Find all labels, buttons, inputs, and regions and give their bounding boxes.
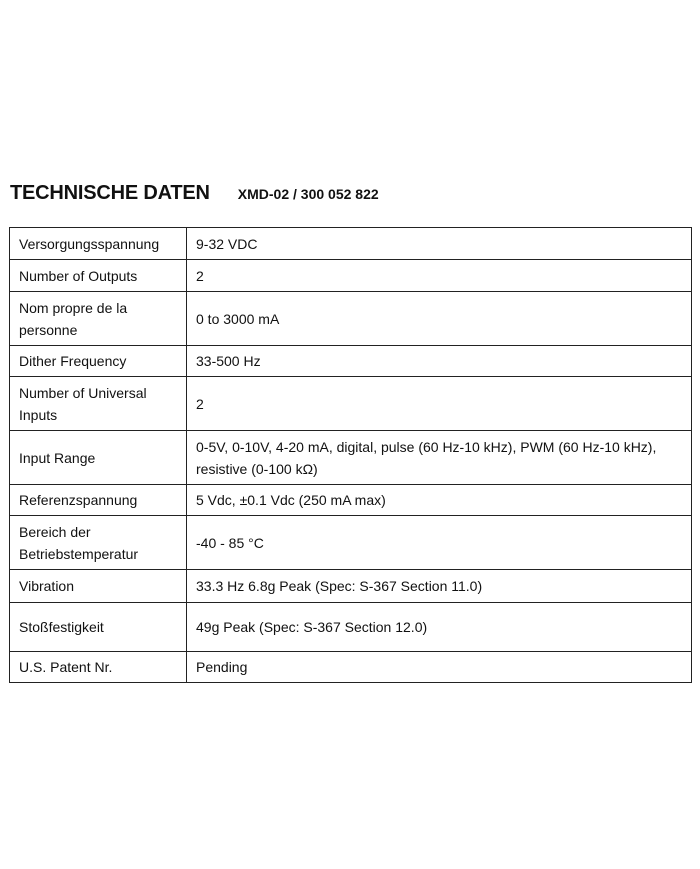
model-number: XMD-02 / 300 052 822: [237, 186, 379, 202]
spec-value: Pending: [187, 652, 692, 683]
spec-value: 33-500 Hz: [187, 346, 692, 377]
table-row: [10, 652, 692, 683]
table-row: [10, 603, 692, 652]
table-row: [10, 485, 692, 516]
spec-label: Referenzspannung: [10, 485, 187, 516]
spec-label: Number of Universal Inputs: [10, 377, 187, 431]
spec-value: 0 to 3000 mA: [187, 292, 692, 346]
spec-value: 9-32 VDC: [187, 228, 692, 260]
spec-label: Vibration: [10, 570, 187, 603]
spec-value: 33.3 Hz 6.8g Peak (Spec: S-367 Section 11.0): [187, 570, 692, 603]
spec-value: 0-5V, 0-10V, 4-20 mA, digital, pulse (60 Hz-10 kHz), PWM (60 Hz-10 kHz), resistive (0-100 kΩ): [187, 431, 692, 485]
page-title: TECHNISCHE DATEN: [10, 182, 210, 204]
table-row: [10, 346, 692, 377]
table-row: [10, 431, 692, 485]
table-row: [10, 570, 692, 603]
spec-value: 2: [187, 377, 692, 431]
table-row: [10, 516, 692, 570]
spec-label: Dither Frequency: [10, 346, 187, 377]
spec-label: Bereich der Betriebstemperatur: [10, 516, 187, 570]
spec-label: Number of Outputs: [10, 260, 187, 292]
spec-label: Input Range: [10, 431, 187, 485]
spec-value: 5 Vdc, ±0.1 Vdc (250 mA max): [187, 485, 692, 516]
spec-table: [9, 227, 692, 683]
table-row: [10, 292, 692, 346]
table-row: [10, 260, 692, 292]
spec-value: 49g Peak (Spec: S-367 Section 12.0): [187, 603, 692, 652]
spec-label: U.S. Patent Nr.: [10, 652, 187, 683]
spec-label: Versorgungsspannung: [10, 228, 187, 260]
spec-label: Nom propre de la personne: [10, 292, 187, 346]
table-row: [10, 377, 692, 431]
spec-value: -40 - 85 °C: [187, 516, 692, 570]
table-row: [10, 228, 692, 260]
spec-label: Stoßfestigkeit: [10, 603, 187, 652]
spec-value: 2: [187, 260, 692, 292]
document-heading: [10, 182, 379, 205]
